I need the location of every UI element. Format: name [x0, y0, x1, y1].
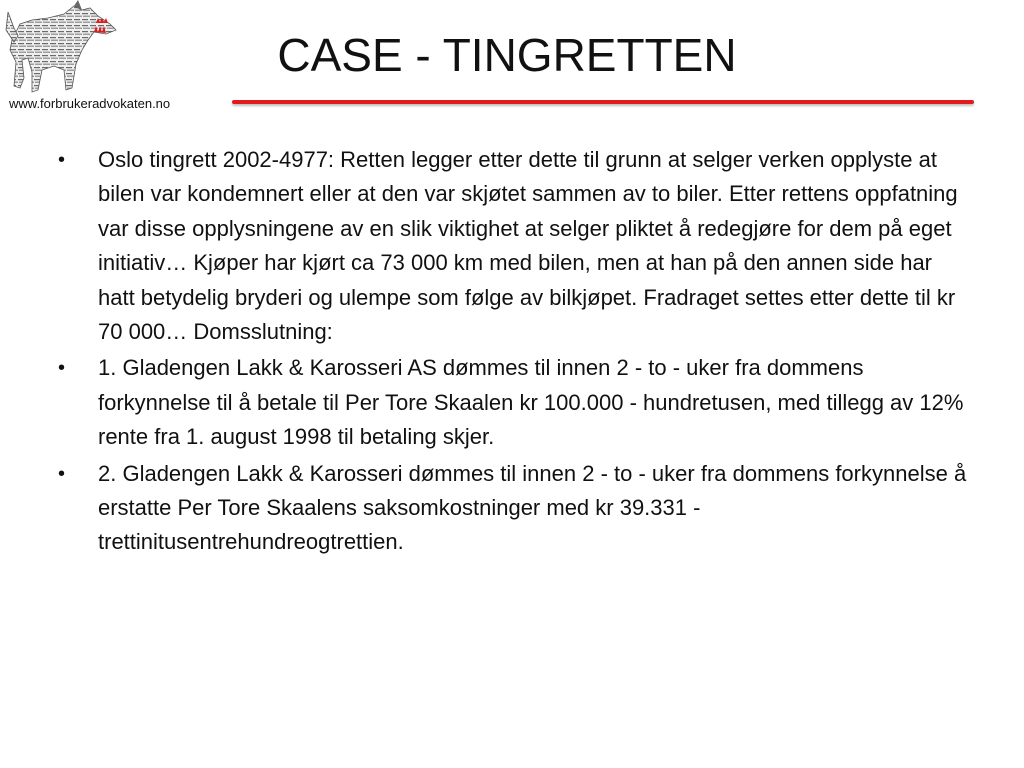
- site-url: www.forbrukeradvokaten.no: [9, 96, 171, 111]
- bullet-item-2: [58, 351, 970, 454]
- bullet-item-1: [58, 143, 970, 349]
- bullet-marker: •: [58, 357, 66, 380]
- bullet-text: 1. Gladengen Lakk & Karosseri AS dømmes til innen 2 - to - uker fra dommens forkynnelse til å betale til Per Tore Skaalen kr 100.000 - hundretusen, med tillegg av 12% rente fra 1. august 1998 til betaling skjer.: [98, 355, 964, 450]
- header-divider: [232, 100, 974, 104]
- bullet-item-3: [58, 457, 970, 560]
- bullet-marker: •: [58, 149, 66, 171]
- bullet-marker: •: [58, 462, 66, 485]
- bullet-list: [58, 143, 970, 562]
- bullet-text: 2. Gladengen Lakk & Karosseri dømmes til innen 2 - to - uker fra dommens forkynnelse å erstatte Per Tore Skaalens saksomkostninger med kr 39.331 - trettinitusentrehundreogtrettien.: [98, 460, 967, 555]
- bullet-text: Oslo tingrett 2002-4977: Retten legger etter dette til grunn at selger verken opplyste at bilen var kondemnert eller at den var skjøtet sammen av to biler. Etter rettens oppfatning var disse opplysningene av en slik viktighet at selger pliktet å redegjøre for dem på eget initiativ… Kjøper har kjørt ca 73 000 km med bilen, men at han på den annen side har hatt betydelig bryderi og ulempe som følge av bilkjøpet. Fradraget settes etter dette til kr 70 000… Domsslutning:: [98, 147, 958, 345]
- slide-title: CASE - TINGRETTEN: [277, 29, 737, 81]
